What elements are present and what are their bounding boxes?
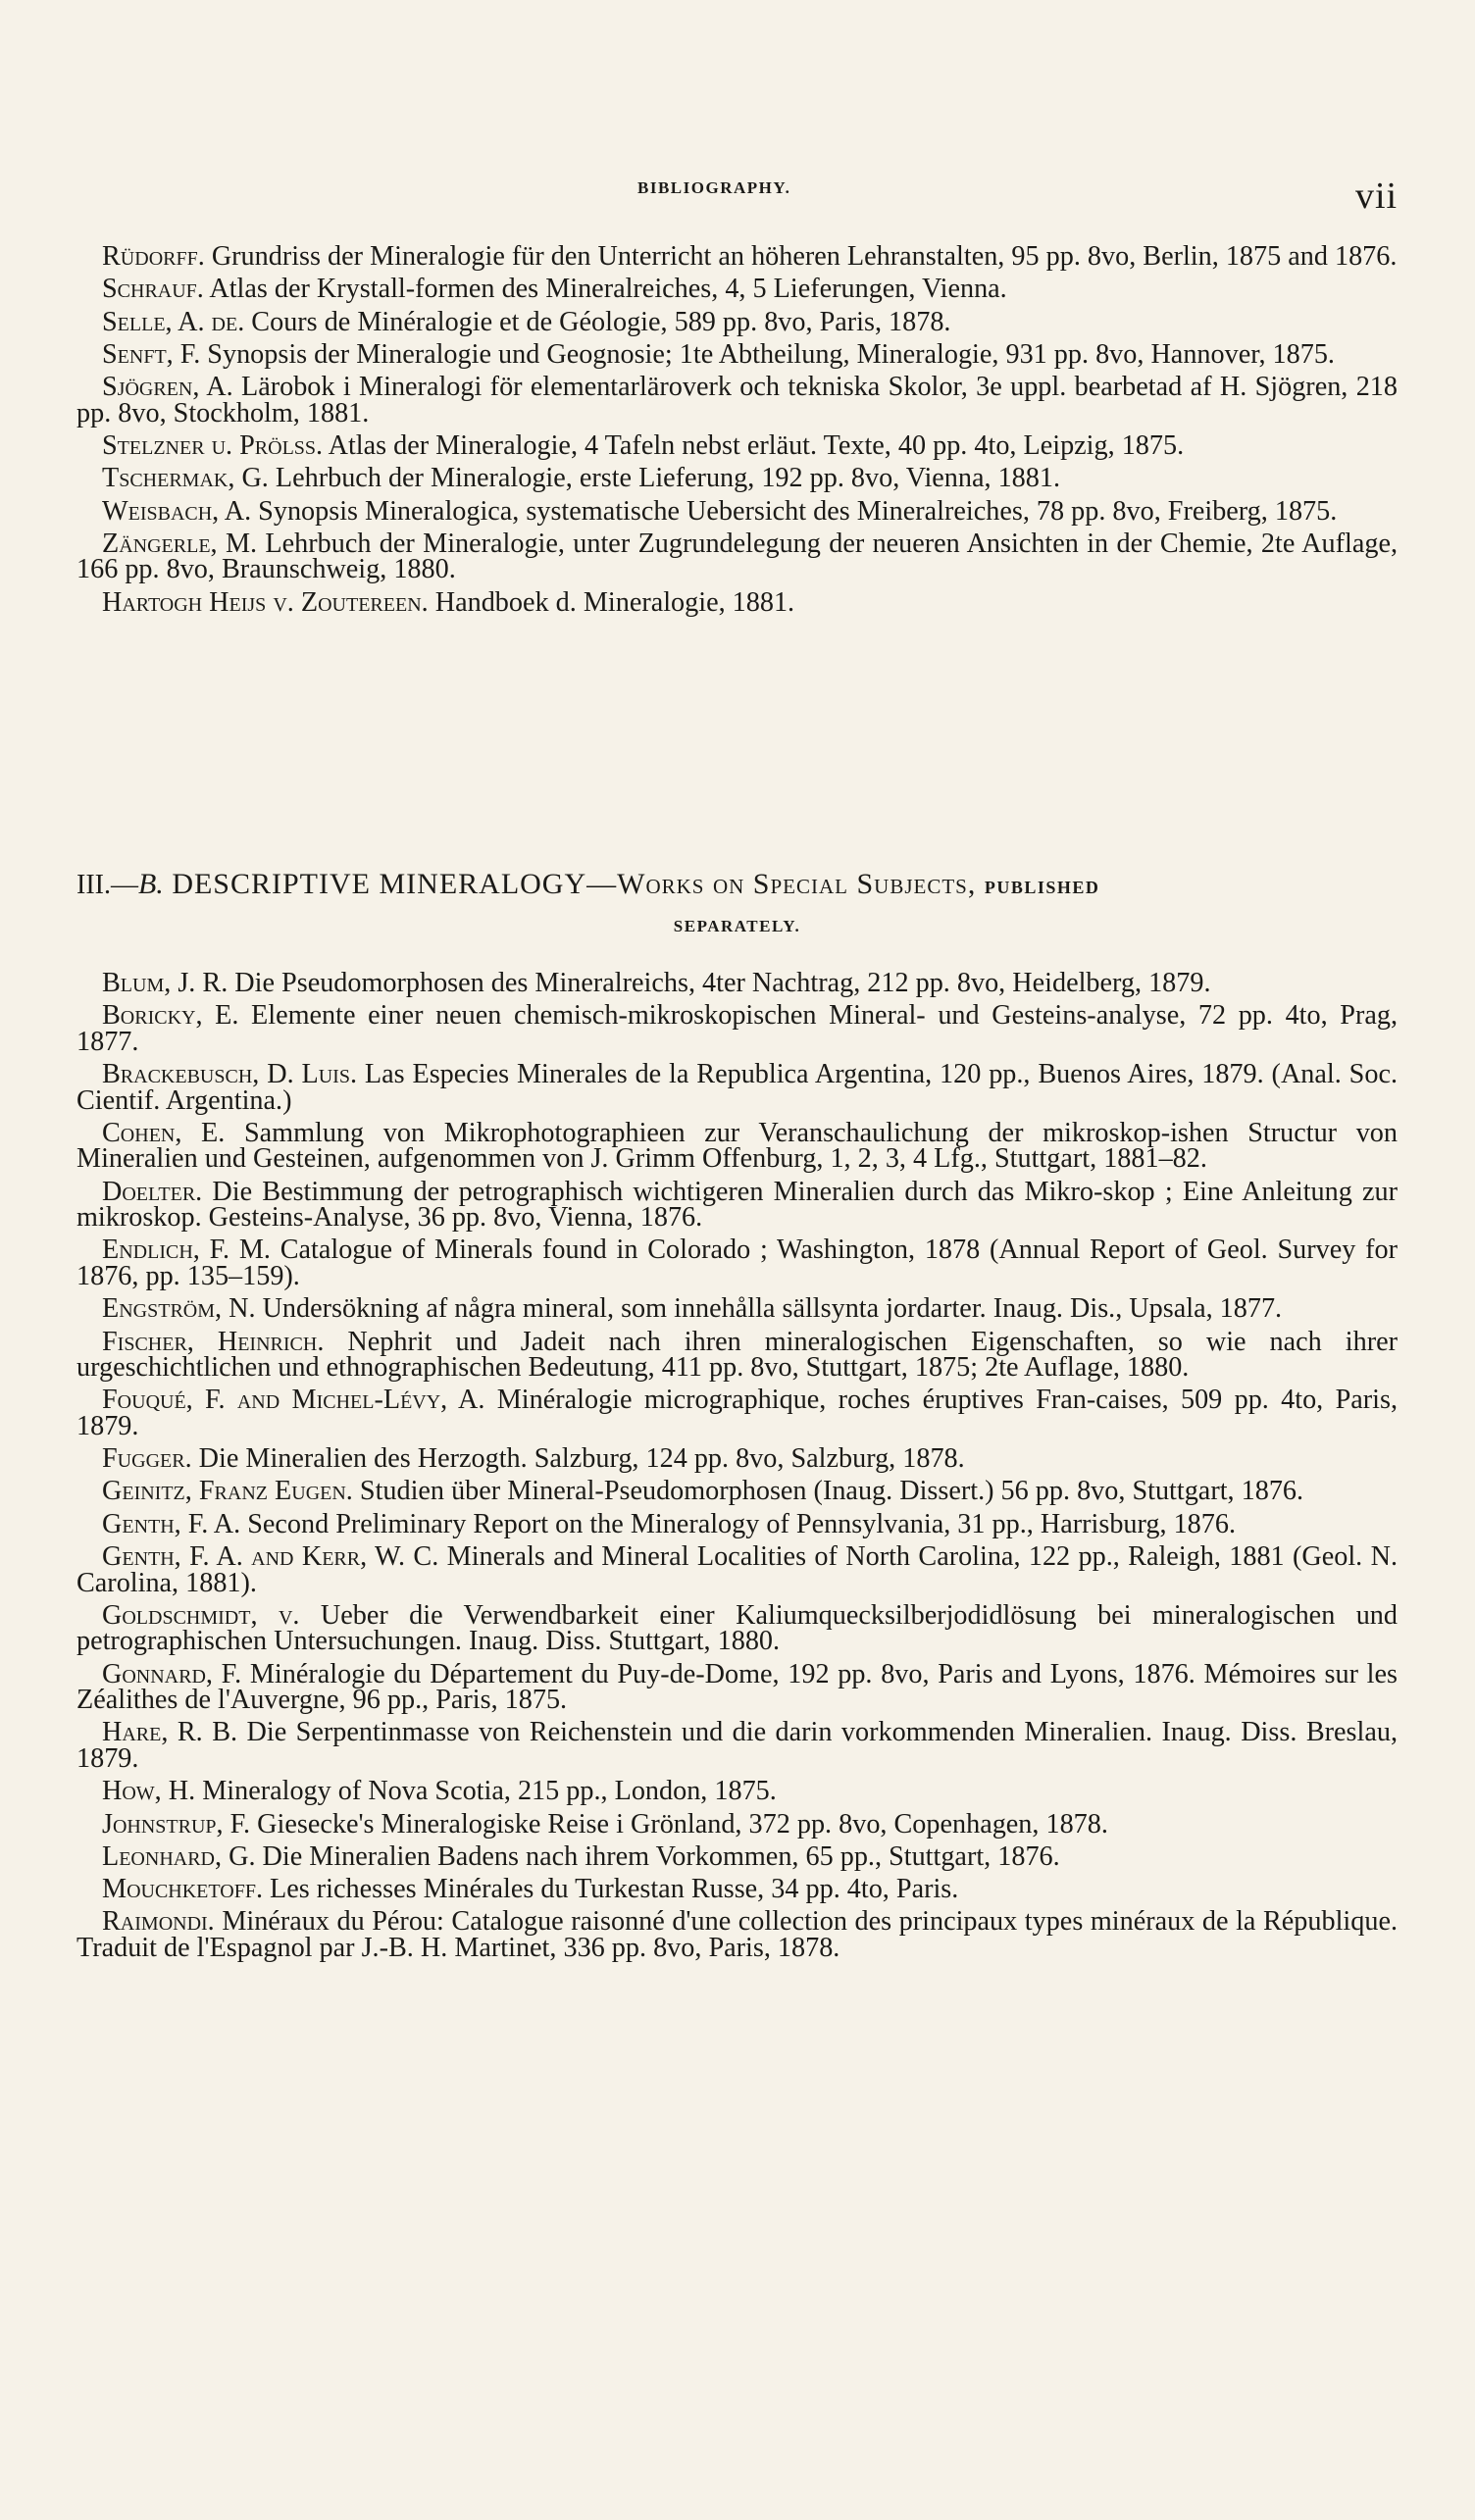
entry-text: Synopsis der Mineralogie und Geognosie; 1te Abtheilung, Mineralogie, 931 pp. 8vo, Hannover, 1875. xyxy=(200,338,1335,370)
bibliography-entry xyxy=(76,241,1398,272)
entry-text: Elemente einer neuen chemisch-mikroskopischen Mineral- und Gesteins-analyse, 72 pp. 4to, Prag, 1877. xyxy=(76,1000,1398,1057)
section-title: DESCRIPTIVE MINERALOGY— xyxy=(163,868,618,900)
bibliography-entry xyxy=(76,1874,1398,1905)
entry-text: Die Mineralien des Herzogth. Salzburg, 124 pp. 8vo, Salzburg, 1878. xyxy=(191,1443,965,1475)
entry-author: Genth, F. A. and Kerr, W. C. xyxy=(102,1541,439,1573)
bibliography-entry xyxy=(76,1717,1398,1774)
entry-text: Cours de Minéralogie et de Géologie, 589 pp. 8vo, Paris, 1878. xyxy=(244,306,951,337)
entry-text: Studien über Mineral-Pseudomorphosen (Inaug. Dissert.) 56 pp. 8vo, Stuttgart, 1876. xyxy=(352,1476,1304,1507)
entry-text: Handboek d. Mineralogie, 1881. xyxy=(428,586,795,618)
entry-text: Minéraux du Pérou: Catalogue raisonné d'une collection des principaux types minéraux de la République. Traduit de l'Espagnol par J.-B. H. Martinet, 336 pp. 8vo, Paris, 1878. xyxy=(76,1906,1398,1963)
entry-author: Mouchketoff. xyxy=(102,1874,263,1905)
bibliography-entry xyxy=(76,1237,1398,1289)
bibliography-list-special xyxy=(76,968,1398,1968)
entry-author: Selle, A. de. xyxy=(102,306,245,337)
entry-author: Tschermak, G. xyxy=(102,463,269,494)
entry-text: Die Bestimmung der petrographisch wichtigeren Mineralien durch das Mikro-skop ; Eine Anleitung zur mikroskop. Gesteins-Analyse, 36 pp. 8vo, Vienna, 1876. xyxy=(76,1176,1398,1234)
bibliography-entry xyxy=(76,1387,1398,1439)
entry-text: Minéralogie du Département du Puy-de-Dome, 192 pp. 8vo, Paris and Lyons, 1876. Mémoires sur les Zéalithes de l'Auvergne, 96 pp., Paris, 1875. xyxy=(76,1658,1398,1716)
entry-author: Johnstrup, F. xyxy=(102,1808,251,1840)
entry-text: Sammlung von Mikrophotographieen zur Veranschaulichung der mikroskop-ishen Structur von Mineralien und Gesteinen, aufgenommen von J. Grimm Offenburg, 1, 2, 3, 4 Lfg., Stuttgart, 1881–82. xyxy=(76,1117,1398,1175)
entry-text: Mineralogy of Nova Scotia, 215 pp., London, 1875. xyxy=(195,1776,777,1807)
entry-author: Raimondi. xyxy=(102,1906,215,1938)
bibliography-entry xyxy=(76,968,1398,998)
bibliography-entry xyxy=(76,495,1398,527)
entry-text: Atlas der Mineralogie, 4 Tafeln nebst erläut. Texte, 40 pp. 4to, Leipzig, 1875. xyxy=(323,429,1185,461)
entry-author: Geinitz, Franz Eugen. xyxy=(102,1476,353,1507)
entry-author: Fouqué, F. and Michel-Lévy, A. xyxy=(102,1385,485,1416)
entry-author: Gonnard, F. xyxy=(102,1658,242,1689)
bibliography-entry xyxy=(76,1000,1398,1057)
entry-text: Lehrbuch der Mineralogie, unter Zugrundelegung der neueren Ansichten in der Chemie, 2te Auflage, 166 pp. 8vo, Braunschweig, 1880. xyxy=(76,528,1398,585)
bibliography-entry xyxy=(76,1658,1398,1716)
bibliography-entry xyxy=(76,1293,1398,1325)
bibliography-entry xyxy=(76,1117,1398,1175)
entry-text: Die Pseudomorphosen des Mineralreichs, 4ter Nachtrag, 212 pp. 8vo, Heidelberg, 1879. xyxy=(228,968,1211,998)
entry-author: Endlich, F. M. xyxy=(102,1235,271,1266)
section-heading-line2: SEPARATELY. xyxy=(673,917,801,935)
entry-text: Las Especies Minerales de la Republica Argentina, 120 pp., Buenos Aires, 1879. (Anal. Soc. Cientif. Argentina.) xyxy=(76,1059,1398,1116)
section-heading xyxy=(76,863,1398,944)
running-title: BIBLIOGRAPHY. xyxy=(637,178,791,197)
bibliography-entry xyxy=(76,338,1398,370)
entry-text: Grundriss der Mineralogie für den Unterricht an höheren Lehranstalten, 95 pp. 8vo, Berlin, 1875 and 1876. xyxy=(204,241,1398,272)
bibliography-entry xyxy=(76,274,1398,305)
entry-author: How, H. xyxy=(102,1776,196,1807)
bibliography-entry xyxy=(76,306,1398,337)
entry-text: Second Preliminary Report on the Mineralogy of Pennsylvania, 31 pp., Harrisburg, 1876. xyxy=(240,1508,1236,1539)
bibliography-entry xyxy=(76,1599,1398,1657)
entry-text: Lehrbuch der Mineralogie, erste Lieferung, 192 pp. 8vo, Vienna, 1881. xyxy=(268,463,1061,494)
bibliography-entry xyxy=(76,1176,1398,1234)
entry-text: Catalogue of Minerals found in Colorado ; Washington, 1878 (Annual Report of Geol. Survey for 1876, pp. 135–159). xyxy=(76,1235,1398,1291)
bibliography-entry xyxy=(76,1443,1398,1475)
entry-author: Schrauf. xyxy=(102,274,204,305)
entry-text: Minerals and Mineral Localities of North Carolina, 122 pp., Raleigh, 1881 (Geol. N. Carolina, 1881). xyxy=(76,1541,1398,1598)
bibliography-entry xyxy=(76,463,1398,494)
entry-text: Minéralogie micrographique, roches éruptives Fran-caises, 509 pp. 4to, Paris, 1879. xyxy=(76,1385,1398,1441)
entry-author: Fischer, Heinrich. xyxy=(102,1326,325,1357)
entry-text: Synopsis Mineralogica, systematische Uebersicht des Mineralreiches, 78 pp. 8vo, Freiberg, 1875. xyxy=(251,495,1338,527)
entry-author: Rüdorff. xyxy=(102,241,205,272)
entry-author: Brackebusch, D. Luis. xyxy=(102,1059,357,1090)
page-number: vii xyxy=(1355,176,1399,217)
entry-author: Weisbach, A. xyxy=(102,495,252,527)
entry-author: Leonhard, G. xyxy=(102,1840,256,1872)
bibliography-entry xyxy=(76,1326,1398,1384)
bibliography-entry xyxy=(76,1776,1398,1807)
section-caps-words: Works on Special Subjects, xyxy=(617,868,985,900)
bibliography-entry xyxy=(76,1840,1398,1872)
entry-text: Undersökning af några mineral, som innehålla sällsynta jordarter. Inaug. Dis., Upsala, 1877. xyxy=(255,1293,1283,1325)
entry-text: Atlas der Krystall-formen des Mineralreiches, 4, 5 Lieferungen, Vienna. xyxy=(203,274,1007,305)
bibliography-entry xyxy=(76,1906,1398,1963)
entry-author: Boricky, E. xyxy=(102,1000,239,1032)
entry-author: Goldschmidt, v. xyxy=(102,1599,300,1631)
entry-text: Lärobok i Mineralogi för elementarläroverk och tekniska Skolor, 3e uppl. bearbetad af H. Sjögren, 218 pp. 8vo, Stockholm, 1881. xyxy=(76,372,1398,428)
entry-author: Fugger. xyxy=(102,1443,192,1475)
entry-author: Engström, N. xyxy=(102,1293,256,1325)
entry-text: Nephrit und Jadeit nach ihren mineralogischen Eigenschaften, so wie nach ihrer urgeschichtlichen und ethnographischen Bedeutung, 411 pp. 8vo, Stuttgart, 1875; 2te Auflage, 1880. xyxy=(76,1326,1398,1384)
bibliography-entry xyxy=(76,1808,1398,1840)
bibliography-entry xyxy=(76,1476,1398,1507)
entry-text: Die Serpentinmasse von Reichenstein und die darin vorkommenden Mineralien. Inaug. Diss. Breslau, 1879. xyxy=(76,1717,1398,1774)
bibliography-entry xyxy=(76,528,1398,585)
entry-author: Senft, F. xyxy=(102,338,201,370)
section-small-caps: PUBLISHED xyxy=(984,878,1100,897)
entry-text: Giesecke's Mineralogiske Reise i Grönland, 372 pp. 8vo, Copenhagen, 1878. xyxy=(250,1808,1108,1840)
section-sub: B. xyxy=(137,868,164,900)
section-roman: III.— xyxy=(76,870,138,900)
entry-author: Cohen, E. xyxy=(102,1117,226,1148)
entry-author: Sjögren, A. xyxy=(102,372,233,403)
bibliography-entry xyxy=(76,429,1398,461)
bibliography-entry xyxy=(76,1508,1398,1539)
entry-author: Hare, R. B. xyxy=(102,1717,238,1748)
entry-text: Die Mineralien Badens nach ihrem Vorkommen, 65 pp., Stuttgart, 1876. xyxy=(255,1840,1060,1872)
entry-text: Ueber die Verwendbarkeit einer Kaliumquecksilberjodidlösung bei mineralogischen und petrographischen Untersuchungen. Inaug. Diss. Stuttgart, 1880. xyxy=(76,1599,1398,1657)
bibliography-entry xyxy=(76,372,1398,428)
entry-author: Genth, F. A. xyxy=(102,1508,241,1539)
bibliography-entry xyxy=(76,1541,1398,1598)
bibliography-entry xyxy=(76,1059,1398,1116)
bibliography-list-general xyxy=(76,241,1398,623)
entry-text: Les richesses Minérales du Turkestan Russe, 34 pp. 4to, Paris. xyxy=(263,1874,959,1905)
entry-author: Zängerle, M. xyxy=(102,528,258,559)
bibliography-entry xyxy=(76,586,1398,618)
entry-author: Blum, J. R. xyxy=(102,968,229,998)
entry-author: Stelzner u. Prölss. xyxy=(102,429,324,461)
entry-author: Hartogh Heijs v. Zoutereen. xyxy=(102,586,429,618)
entry-author: Doelter. xyxy=(102,1176,203,1207)
